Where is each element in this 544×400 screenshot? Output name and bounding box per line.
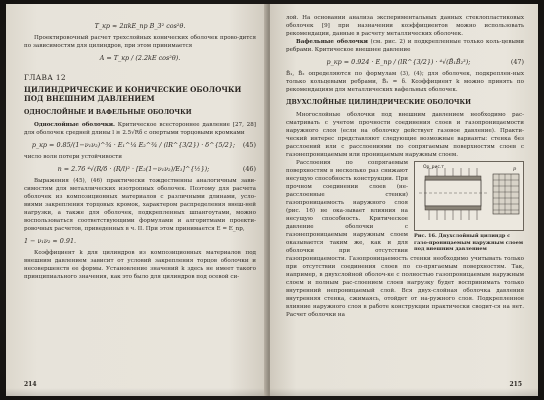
chapter-number: ГЛАВА 12 bbox=[24, 73, 66, 82]
paragraph: Проектировочный расчет трехслойных конических оболочек прово-дится по зависимостям для цилиндров, при этом принимается bbox=[24, 35, 256, 49]
figure-caption: Рис. 16. Двухслойный цилиндр с газо-проницаемым наружным слоем под внешним давлением bbox=[414, 233, 524, 252]
figure-label-p: Ор_рис.т bbox=[423, 165, 444, 170]
page-number: 215 bbox=[509, 381, 522, 388]
paragraph: Многослойные оболочки под внешним давлением необходимо рас-сматривать с учетом прочности соединения слоев и газопроницаемости наружного слоя (если на оболочку действует газовое давление). Практи-ческий интерес представляют следующие возможные варианты: стенка без расслоений или с расслоениями по сопрягаемым поверхностям слоев с газонепроницаемым или проницаемым наружным слоем. bbox=[286, 112, 524, 158]
formula-top: T_кр ≈ 2πkE_np B_3² cos²θ. bbox=[94, 22, 186, 30]
figure-16 bbox=[414, 161, 524, 253]
left-page bbox=[6, 4, 268, 396]
section-heading: ОДНОСЛОЙНЫЕ И ВАФЕЛЬНЫЕ ОБОЛОЧКИ bbox=[24, 109, 192, 116]
formula-47-left: 1 − ν₁ν₂ ≈ 0.91. bbox=[24, 237, 77, 245]
right-page bbox=[270, 4, 538, 396]
cylinder-diagram bbox=[414, 161, 524, 231]
paragraph: B̄₁, B̄₂ определяются по формулам (3), (4); для оболочек, подкреплен-ных только кольцевыми ребрами, B̄₁ = δ. Коэффициент k можно принять по рекомендациям для металлических вафельных оболочек. bbox=[286, 71, 524, 93]
section-heading: ДВУХСЛОЙНЫЕ ЦИЛИНДРИЧЕСКИЕ ОБОЛОЧКИ bbox=[286, 99, 472, 106]
figure-label-r: p bbox=[513, 166, 517, 172]
chapter-title: ЦИЛИНДРИЧЕСКИЕ И КОНИЧЕСКИЕ ОБОЛОЧКИ ПОД ВНЕШНИМ ДАВЛЕНИЕМ bbox=[24, 85, 242, 103]
paragraph: лой. На основании анализа экспериментальных данных стеклопластиковых оболочек [9] при назначении коэффициентов можно использовать рекомендации, данные в расчету металлических оболочек. bbox=[286, 15, 524, 37]
formula-45: p_кр = 0.85/(1−ν₁ν₂)^¾ · E₁^¼ E₂^¾ / (lR^{3/2}) · δ^{5/2}; (45) bbox=[31, 141, 256, 149]
paragraph: Выражения (45), (46) практически тождественны аналогичным зави-симостям для металлических изотропных оболочек. Поэтому для расчета оболочек из композиционных материалов с различными длинами, усло-виями закрепления торцовых кромок, характером распределения внеш-ней нагрузки, а также для оболочек, подкрепленных шпангоутами, можно воспользоваться соответствующими формулами и алгоритмами проекти-ровочных расчетов, приведенных в ч. II. При этом принимается E = E_np, bbox=[24, 178, 256, 232]
formula-A: A = T_кр / (2.2kE cos²θ). bbox=[99, 54, 181, 62]
paragraph: Коэффициент k для цилиндров из композиционных материалов под внешним давлением зависит от условий закрепления торцов оболочки и несовершенств ее формы. Установление значений k здесь не имеет такого принципиального значения, как это было для цилиндров под осевой си- bbox=[24, 250, 256, 280]
formula-47: p_кр = 0.924 · E_np / (lR^{3/2}) · ⁴√(B̄₁B̄₂³); (47) bbox=[326, 58, 524, 66]
page-shadow bbox=[6, 388, 268, 396]
paragraph: Вафельные оболочки (см. рис. 2) и подкрепленные только коль-цевыми ребрами. Критическое внешнее давление bbox=[286, 39, 524, 53]
page-shadow bbox=[270, 388, 538, 396]
paragraph: Однослойные оболочки. Критическое всестороннее давление [27, 28] для оболочек средней длины l ≥ 2.5√Rδ с опертыми торцовыми кромками bbox=[24, 122, 256, 136]
cylinder-drawing bbox=[415, 162, 525, 232]
paragraph: Расслоения по сопрягаемым поверхностям в несколько раз снижают несущую способность конструкции. При прочном соединении слоев (не-расслоенные стенки) газопроницаемость наружного слоя (рис. 16) не ока-зывает влияния на несущую способность. Критическое давление оболочки с газонепроницаемым наружным слоем оказывается таким же, как и для оболочки при отсутствии газопроницаемости. Газопроницаемость стенки необходимо учитывать только при отсутствии соединения слоев по со-прягаемым поверхностям. Так, например, в двухслойной оболоч-ке с полностью газопроницаемым наружным слоем и полным рас-слоением слоев нагрузку будет воспринимать только внутренний непроницаемый слой. Вся двух-слойная оболочка давления внутренняя стенка, сжимаясь, отойдет от на-ружного слоя. Подкрепленное влияние наружного слоя в работе конструкции практически сводит-ся на нет. Расчет оболочки на bbox=[286, 160, 524, 318]
figure-text-wrap bbox=[286, 159, 524, 319]
formula-46: n = 2.76 ⁴√(R/δ · (R/l)² · [E₂(1−ν₁ν₂)/E₁]^{½}); (46) bbox=[57, 165, 256, 173]
paragraph: число волн потери устойчивости bbox=[24, 154, 122, 160]
page-number: 214 bbox=[24, 381, 37, 388]
